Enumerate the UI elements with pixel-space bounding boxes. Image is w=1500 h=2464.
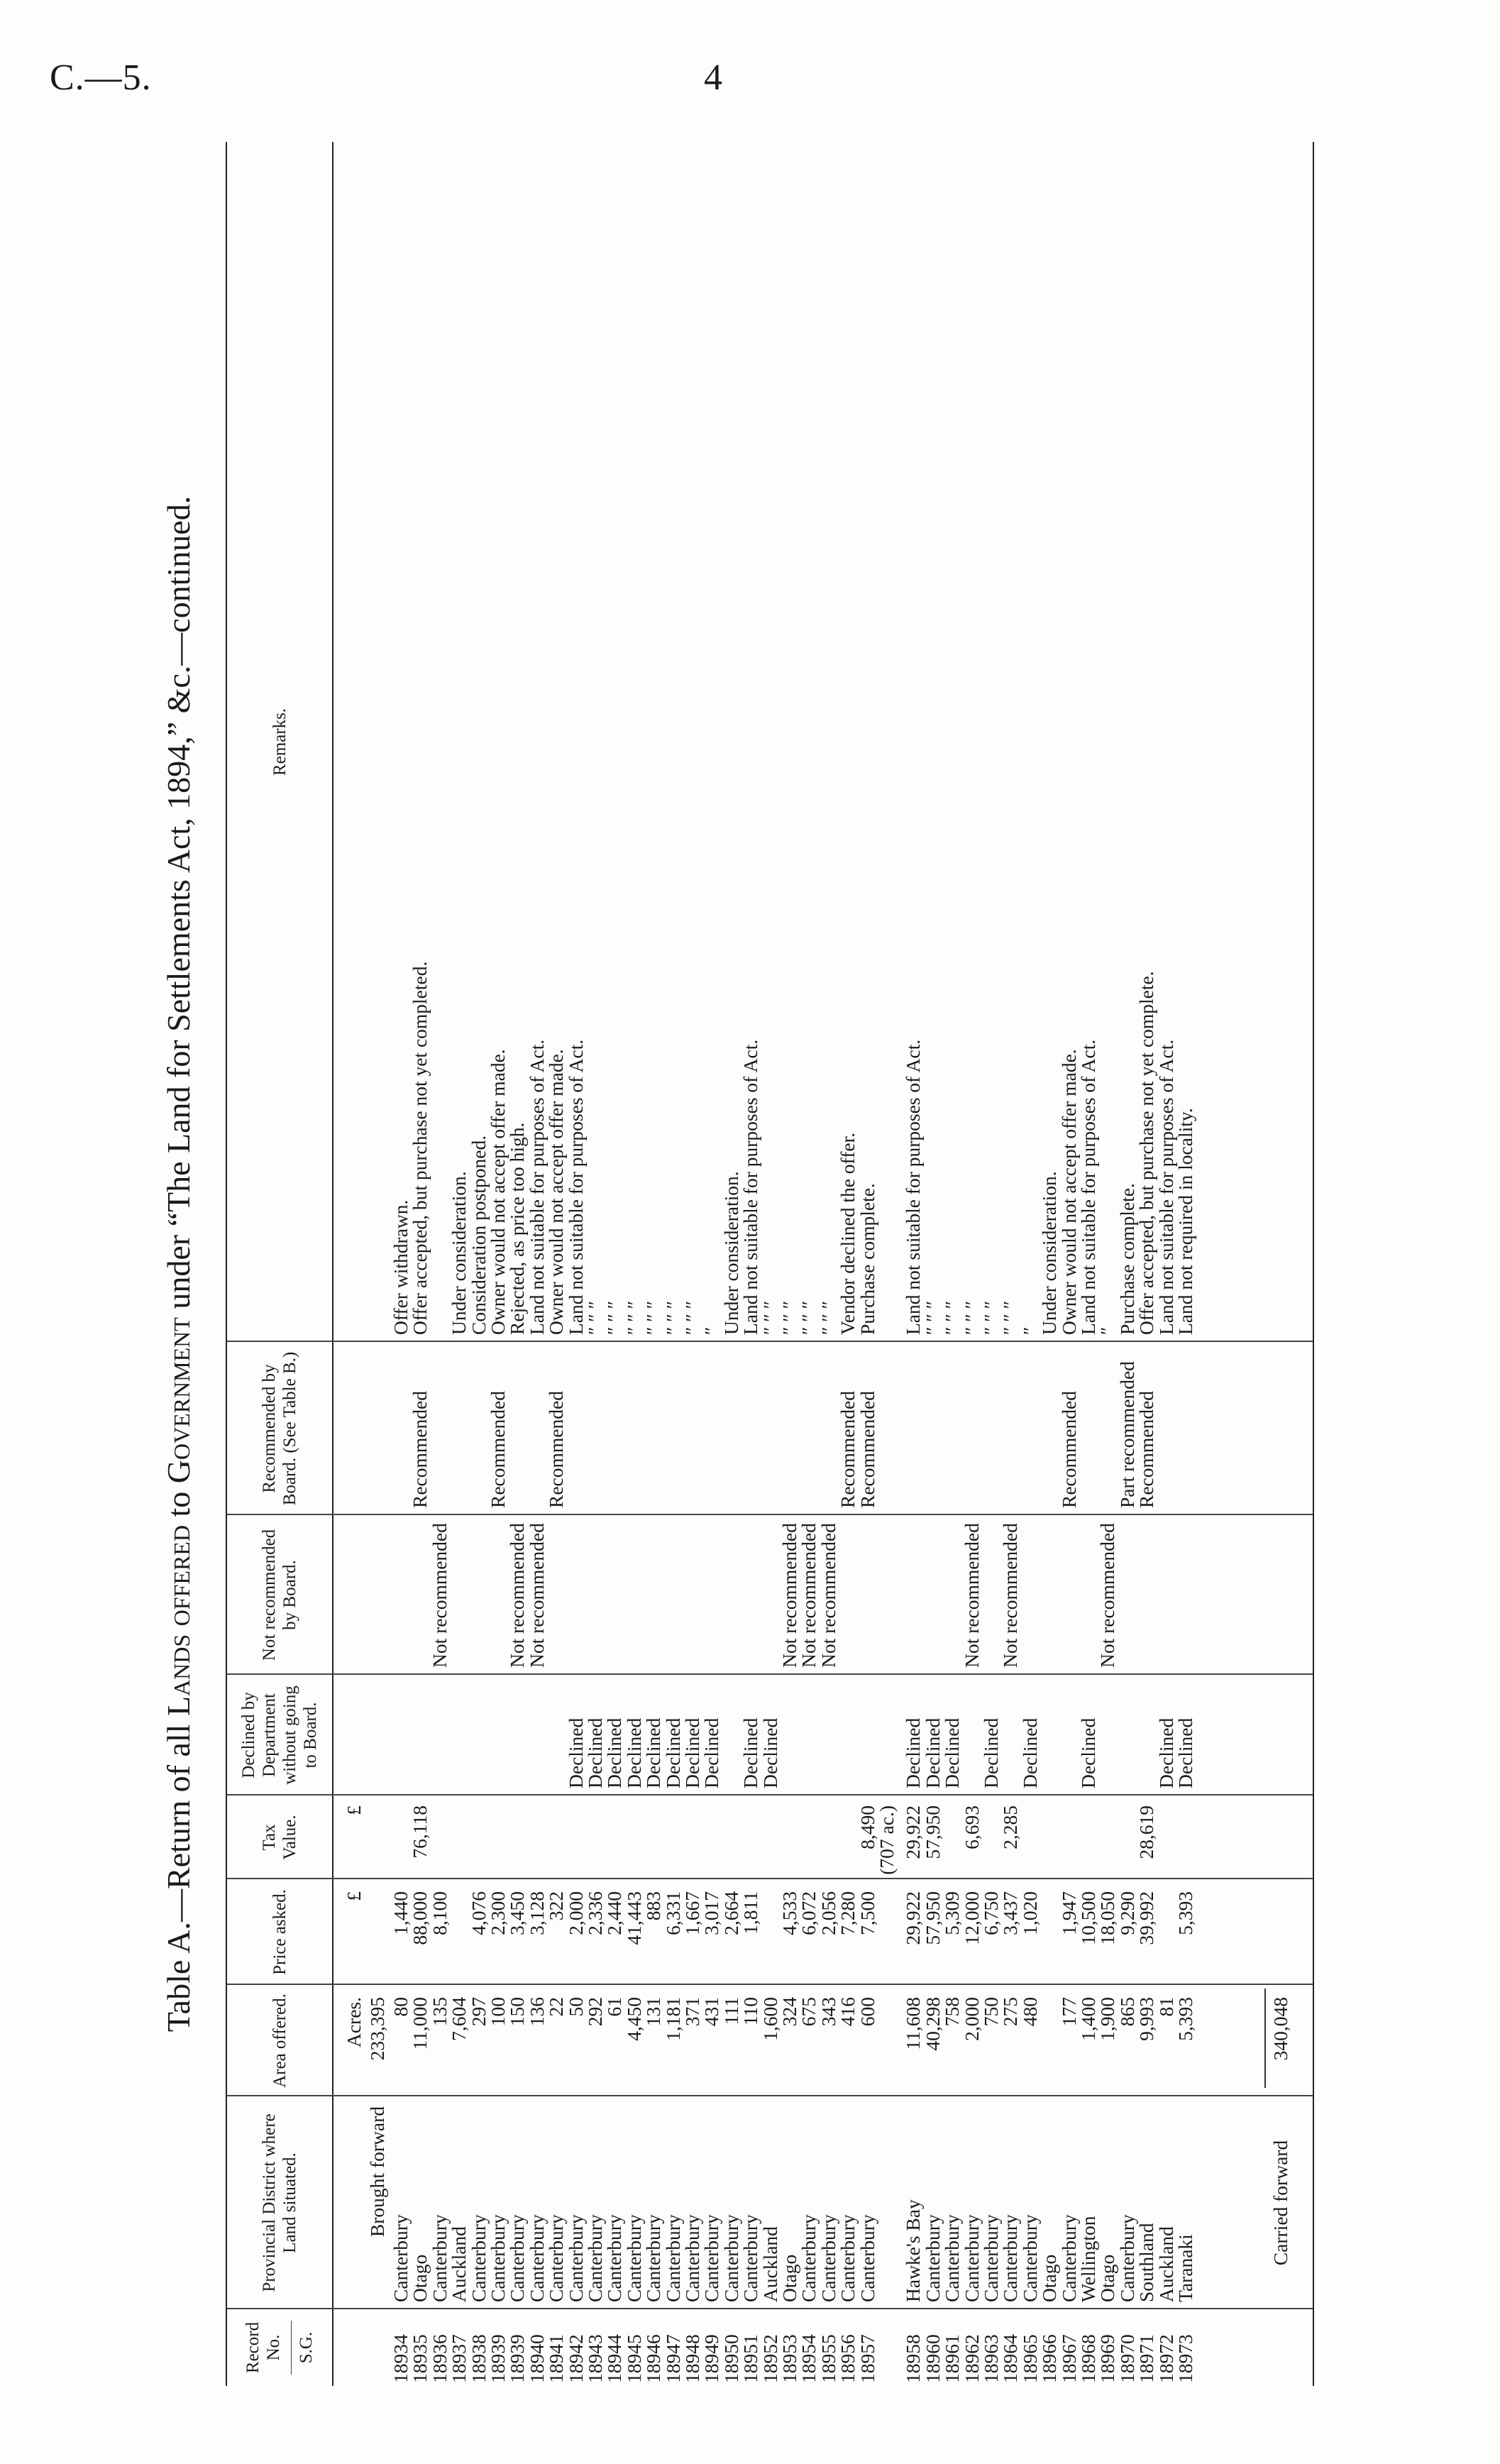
- price-cell: 2,440: [603, 1891, 626, 1935]
- remarks-cell: Land not required in locality.: [1174, 1108, 1196, 1335]
- declined-cell: Declined: [1018, 1717, 1041, 1788]
- price-cell: 1,440: [390, 1891, 412, 1935]
- district-cell: Canterbury: [661, 2214, 684, 2302]
- price-cell: 18,050: [1096, 1891, 1119, 1945]
- district-cell: Canterbury: [584, 2214, 606, 2302]
- land-offers-table: [226, 142, 1314, 2386]
- district-cell: Canterbury: [921, 2214, 944, 2302]
- record-number: 18971: [1135, 2334, 1158, 2383]
- record-number: 18958: [902, 2334, 925, 2383]
- district-cell: Canterbury: [525, 2214, 548, 2302]
- remarks-cell: ″ ″ ″: [759, 1300, 781, 1335]
- area-cell: 324: [778, 1997, 800, 2027]
- rotated-table-block: [149, 142, 1317, 2386]
- price-cell: 5,393: [1174, 1891, 1196, 1935]
- price-cell: 10,500: [1077, 1891, 1099, 1945]
- declined-cell: Declined: [700, 1717, 723, 1788]
- header-remarks: Remarks.: [227, 142, 333, 1342]
- not-recommended-cell: Not recommended: [999, 1523, 1022, 1668]
- record-number: 18937: [448, 2334, 470, 2383]
- price-cell: 29,922: [902, 1891, 925, 1945]
- area-cell: 758: [941, 1997, 964, 2027]
- record-number: 18936: [428, 2334, 451, 2383]
- remarks-cell: ″: [1018, 1326, 1041, 1335]
- price-cell: 6,072: [798, 1891, 820, 1935]
- record-number: 18938: [467, 2334, 490, 2383]
- area-cell: 9,993: [1135, 1997, 1158, 2041]
- declined-cell: Declined: [661, 1717, 684, 1788]
- remarks-cell: Land not suitable for purposes of Act.: [739, 1039, 762, 1335]
- area-cell: 292: [584, 1997, 606, 2027]
- record-number: 18945: [622, 2334, 645, 2383]
- district-cell: Canterbury: [999, 2214, 1022, 2302]
- price-cell: 1,811: [739, 1891, 762, 1935]
- price-cell: 57,950: [921, 1891, 944, 1945]
- record-number: 18960: [921, 2334, 944, 2383]
- district-cell: Auckland: [1154, 2226, 1177, 2302]
- district-cell: Canterbury: [941, 2214, 964, 2302]
- area-cell: 11,000: [409, 1997, 431, 2050]
- district-cell: Canterbury: [1018, 2214, 1041, 2302]
- declined-cell: Declined: [980, 1717, 1002, 1788]
- area-cell: 1,900: [1096, 1997, 1119, 2041]
- tax-value-cell: 8,490: [856, 1805, 878, 1849]
- record-number: 18940: [525, 2334, 548, 2383]
- tax-value-cell: 29,922: [902, 1805, 925, 1859]
- area-cell: 1,400: [1077, 1997, 1099, 2041]
- record-number: 18968: [1077, 2334, 1099, 2383]
- price-cell: 88,000: [409, 1891, 431, 1945]
- record-number: 18965: [1018, 2334, 1041, 2383]
- remarks-cell: Rejected, as price too high.: [506, 1122, 529, 1335]
- remarks-cell: Under consideration.: [719, 1171, 742, 1335]
- remarks-cell: ″ ″ ″: [681, 1300, 703, 1335]
- declined-cell: Declined: [759, 1717, 781, 1788]
- record-number: 18939: [506, 2334, 529, 2383]
- declined-cell: Declined: [921, 1717, 944, 1788]
- price-cell: 2,664: [719, 1891, 742, 1935]
- price-cell: 1,947: [1057, 1891, 1080, 1935]
- price-cell: 8,100: [428, 1891, 451, 1935]
- not-recommended-cell: Not recommended: [798, 1523, 820, 1668]
- price-cell: 2,000: [564, 1891, 587, 1935]
- remarks-cell: ″ ″ ″: [960, 1300, 983, 1335]
- price-cell: 5,309: [941, 1891, 964, 1935]
- remarks-cell: Land not suitable for purposes of Act.: [1154, 1039, 1177, 1335]
- record-number: 18941: [545, 2334, 568, 2383]
- table-row: [875, 142, 898, 2386]
- district-cell: Otago: [778, 2254, 800, 2302]
- district-cell: Canterbury: [603, 2214, 626, 2302]
- district-cell: Otago: [409, 2254, 431, 2302]
- price-cell: 9,290: [1115, 1891, 1138, 1935]
- remarks-cell: Owner would not accept offer made.: [487, 1049, 509, 1335]
- header-district: Provincial District where Land situated.: [227, 2096, 333, 2309]
- area-cell: 7,604: [448, 1997, 470, 2041]
- not-recommended-cell: Not recommended: [960, 1523, 983, 1668]
- remarks-cell: ″ ″ ″: [941, 1300, 964, 1335]
- recommended-cell: Recommended: [1057, 1391, 1080, 1508]
- price-cell: 2,300: [487, 1891, 509, 1935]
- record-number: 18972: [1154, 2334, 1177, 2383]
- area-cell: 131: [642, 1997, 665, 2027]
- record-number: 18955: [817, 2334, 839, 2383]
- area-cell: 1,600: [759, 1997, 781, 2041]
- price-cell: 4,533: [778, 1891, 800, 1935]
- price-cell: 4,076: [467, 1891, 490, 1935]
- recommended-cell: Recommended: [409, 1391, 431, 1508]
- record-number: 18963: [980, 2334, 1002, 2383]
- remarks-cell: Owner would not accept offer made.: [545, 1049, 568, 1335]
- record-number: 18948: [681, 2334, 703, 2383]
- header-recommended: Recommended by Board. (See Table B.): [227, 1342, 333, 1515]
- district-cell: Canterbury: [564, 2214, 587, 2302]
- not-recommended-cell: Not recommended: [428, 1523, 451, 1668]
- table-row: [1174, 142, 1197, 2386]
- recommended-cell: Part recommended: [1115, 1361, 1138, 1508]
- district-cell: Otago: [1096, 2254, 1119, 2302]
- remarks-cell: ″ ″ ″: [999, 1300, 1022, 1335]
- recommended-cell: Recommended: [1135, 1391, 1158, 1508]
- remarks-cell: Land not suitable for purposes of Act.: [525, 1039, 548, 1335]
- record-number: 18954: [798, 2334, 820, 2383]
- declined-cell: Declined: [739, 1717, 762, 1788]
- declined-cell: Declined: [681, 1717, 703, 1788]
- record-number: 18953: [778, 2334, 800, 2383]
- tax-value-cell: 57,950: [921, 1805, 944, 1859]
- area-cell: 297: [467, 1997, 490, 2027]
- remarks-cell: Land not suitable for purposes of Act.: [1077, 1039, 1099, 1335]
- remarks-cell: Under consideration.: [448, 1171, 470, 1335]
- record-number: 18934: [390, 2334, 412, 2383]
- price-cell: 3,128: [525, 1891, 548, 1935]
- declined-cell: Declined: [642, 1717, 665, 1788]
- header-sg: S.G.: [291, 2321, 316, 2375]
- district-cell: Canterbury: [739, 2214, 762, 2302]
- record-number: 18946: [642, 2334, 665, 2383]
- remarks-cell: Land not suitable for purposes of Act.: [902, 1039, 925, 1335]
- remarks-cell: Offer withdrawn.: [390, 1199, 412, 1335]
- district-cell: Canterbury: [390, 2214, 412, 2302]
- price-cell: 2,336: [584, 1891, 606, 1935]
- record-number: 18961: [941, 2334, 964, 2383]
- district-cell: Canterbury: [642, 2214, 665, 2302]
- header-declined: Declined by Department without going to Board.: [227, 1675, 333, 1795]
- price-cell: 39,992: [1135, 1891, 1158, 1945]
- tax-unit-label: £: [343, 1805, 365, 1815]
- declined-cell: Declined: [584, 1717, 606, 1788]
- price-cell: 12,000: [960, 1891, 983, 1945]
- record-number: 18956: [837, 2334, 859, 2383]
- record-number: 18944: [603, 2334, 626, 2383]
- district-cell: Canterbury: [681, 2214, 703, 2302]
- area-cell: 431: [700, 1997, 723, 2027]
- carried-forward-area: 340,048: [1269, 1997, 1291, 2061]
- area-cell: 2,000: [960, 1997, 983, 2041]
- district-cell: Canterbury: [506, 2214, 529, 2302]
- recommended-cell: Recommended: [837, 1391, 859, 1508]
- area-cell: 150: [506, 1997, 529, 2027]
- price-cell: 322: [545, 1891, 568, 1921]
- price-cell: 7,280: [837, 1891, 859, 1935]
- district-cell: Canterbury: [1115, 2214, 1138, 2302]
- remarks-cell: ″ ″ ″: [603, 1300, 626, 1335]
- district-cell: Canterbury: [856, 2214, 878, 2302]
- area-cell: 111: [719, 1997, 742, 2025]
- area-cell: 675: [798, 1997, 820, 2027]
- area-cell: 135: [428, 1997, 451, 2027]
- area-cell: 750: [980, 1997, 1002, 2027]
- area-cell: 40,298: [921, 1997, 944, 2051]
- district-cell: Hawke's Bay: [902, 2199, 925, 2302]
- district-cell: Wellington: [1077, 2216, 1099, 2302]
- remarks-cell: ″ ″ ″: [798, 1300, 820, 1335]
- area-cell: 371: [681, 1997, 703, 2027]
- declined-cell: Declined: [564, 1717, 587, 1788]
- record-number: 18952: [759, 2334, 781, 2383]
- tax-value-cell: 28,619: [1135, 1805, 1158, 1859]
- tax-value-cell: 6,693: [960, 1805, 983, 1849]
- area-unit-label: Acres.: [343, 1997, 365, 2048]
- price-cell: 1,020: [1018, 1891, 1041, 1935]
- district-cell: Canterbury: [817, 2214, 839, 2302]
- header-price: Price asked.: [227, 1879, 333, 1985]
- record-number: 18935: [409, 2334, 431, 2383]
- district-cell: Canterbury: [700, 2214, 723, 2302]
- record-number: 18950: [719, 2334, 742, 2383]
- price-cell: 6,750: [980, 1891, 1002, 1935]
- record-number: 18969: [1096, 2334, 1119, 2383]
- district-cell: Canterbury: [1057, 2214, 1080, 2302]
- district-cell: Canterbury: [545, 2214, 568, 2302]
- record-number: 18964: [999, 2334, 1022, 2383]
- record-number: 18970: [1115, 2334, 1138, 2383]
- district-cell: Taranaki: [1174, 2234, 1196, 2302]
- area-cell: 81: [1154, 1997, 1177, 2017]
- remarks-cell: ″: [700, 1326, 723, 1335]
- declined-cell: Declined: [1154, 1717, 1177, 1788]
- area-cell: 1,181: [661, 1997, 684, 2041]
- header-not-recommended: Not recommended by Board.: [227, 1515, 333, 1675]
- remarks-cell: Consideration postponed.: [467, 1135, 490, 1335]
- area-cell: 11,608: [902, 1997, 925, 2050]
- page-number: 4: [704, 57, 722, 98]
- declined-cell: Declined: [941, 1717, 964, 1788]
- price-cell: 6,331: [661, 1891, 684, 1935]
- price-cell: 3,450: [506, 1891, 529, 1935]
- record-number: 18966: [1038, 2334, 1061, 2383]
- remarks-cell: Purchase complete.: [856, 1183, 878, 1335]
- district-cell: Canterbury: [622, 2214, 645, 2302]
- price-cell: 3,437: [999, 1891, 1022, 1935]
- area-cell: 865: [1115, 1997, 1138, 2027]
- area-cell: 136: [525, 1997, 548, 2027]
- record-number: 18967: [1057, 2334, 1080, 2383]
- area-cell: 343: [817, 1997, 839, 2027]
- area-cell: 177: [1057, 1997, 1080, 2027]
- recommended-cell: Recommended: [856, 1391, 878, 1508]
- district-cell: Otago: [1038, 2254, 1061, 2302]
- area-cell: 100: [487, 1997, 509, 2027]
- district-cell: Canterbury: [980, 2214, 1002, 2302]
- remarks-cell: Under consideration.: [1038, 1171, 1061, 1335]
- not-recommended-cell: Not recommended: [525, 1523, 548, 1668]
- remarks-cell: ″ ″ ″: [778, 1300, 800, 1335]
- district-cell: Canterbury: [960, 2214, 983, 2302]
- record-number: 18951: [739, 2334, 762, 2383]
- district-cell: Canterbury: [487, 2214, 509, 2302]
- remarks-cell: ″ ″ ″: [642, 1300, 665, 1335]
- remarks-cell: Purchase complete.: [1115, 1183, 1138, 1335]
- remarks-cell: ″ ″ ″: [622, 1300, 645, 1335]
- district-cell: Canterbury: [467, 2214, 490, 2302]
- tax-value-cell: (707 ac.): [876, 1805, 898, 1875]
- table-title: Table A.—Return of all Lands offered to Government under “The Land for Settlements Act, 1894,” &c.—continued.: [160, 495, 197, 2033]
- tax-value-cell: 76,118: [409, 1805, 431, 1859]
- not-recommended-cell: Not recommended: [778, 1523, 800, 1668]
- area-cell: 22: [545, 1997, 568, 2017]
- declined-cell: Declined: [603, 1717, 626, 1788]
- area-cell: 50: [564, 1997, 587, 2017]
- recommended-cell: Recommended: [545, 1391, 568, 1508]
- carried-forward-rule: [1264, 1989, 1266, 2088]
- area-cell: 4,450: [622, 1997, 645, 2041]
- price-cell: 883: [642, 1891, 665, 1921]
- area-cell: 5,393: [1174, 1997, 1196, 2041]
- price-cell: 2,056: [817, 1891, 839, 1935]
- remarks-cell: Offer accepted, but purchase not yet completed.: [409, 961, 431, 1335]
- record-number: 18949: [700, 2334, 723, 2383]
- declined-cell: Declined: [622, 1717, 645, 1788]
- tax-value-cell: 2,285: [999, 1805, 1022, 1849]
- recommended-cell: Recommended: [487, 1391, 509, 1508]
- remarks-cell: ″ ″ ″: [980, 1300, 1002, 1335]
- not-recommended-cell: Not recommended: [817, 1523, 839, 1668]
- remarks-cell: Owner would not accept offer made.: [1057, 1049, 1080, 1335]
- remarks-cell: ″ ″ ″: [661, 1300, 684, 1335]
- district-cell: Auckland: [448, 2226, 470, 2302]
- record-number: 18939: [487, 2334, 509, 2383]
- remarks-cell: ″ ″ ″: [921, 1300, 944, 1335]
- price-unit-label: £: [343, 1891, 365, 1901]
- record-number: 18957: [856, 2334, 878, 2383]
- not-recommended-cell: Not recommended: [506, 1523, 529, 1668]
- header-tax: Tax Value.: [227, 1795, 333, 1879]
- declined-cell: Declined: [1174, 1717, 1196, 1788]
- record-number: 18962: [960, 2334, 983, 2383]
- area-cell: 480: [1018, 1997, 1041, 2027]
- brought-forward-label: Brought forward: [366, 2106, 388, 2238]
- remarks-cell: ″ ″ ″: [817, 1300, 839, 1335]
- area-cell: 416: [837, 1997, 859, 2027]
- area-cell: 80: [390, 1997, 412, 2017]
- area-cell: 600: [856, 1997, 878, 2027]
- price-cell: 3,017: [700, 1891, 723, 1935]
- header-record-no: Record No. S.G.: [227, 2309, 333, 2386]
- header-area: Area offered.: [227, 1985, 333, 2096]
- district-cell: Southland: [1135, 2223, 1158, 2302]
- brought-forward-area: 233,395: [366, 1997, 388, 2061]
- district-cell: Auckland: [759, 2226, 781, 2302]
- remarks-cell: ″: [1096, 1326, 1119, 1335]
- declined-cell: Declined: [1077, 1717, 1099, 1788]
- carried-forward-label: Carried forward: [1269, 2140, 1291, 2266]
- price-cell: 41,443: [622, 1891, 645, 1945]
- record-number: 18973: [1174, 2334, 1196, 2383]
- district-cell: Canterbury: [719, 2214, 742, 2302]
- area-cell: 61: [603, 1997, 626, 2017]
- remarks-cell: Vendor declined the offer.: [837, 1132, 859, 1335]
- district-cell: Canterbury: [428, 2214, 451, 2302]
- remarks-cell: Land not suitable for purposes of Act.: [564, 1039, 587, 1335]
- price-cell: 1,667: [681, 1891, 703, 1935]
- record-number: 18942: [564, 2334, 587, 2383]
- district-cell: Canterbury: [798, 2214, 820, 2302]
- not-recommended-cell: Not recommended: [1096, 1523, 1119, 1668]
- area-cell: 110: [739, 1997, 762, 2026]
- record-number: 18943: [584, 2334, 606, 2383]
- district-cell: Canterbury: [837, 2214, 859, 2302]
- remarks-cell: ″ ″ ″: [584, 1300, 606, 1335]
- area-cell: 275: [999, 1997, 1022, 2027]
- remarks-cell: Offer accepted, but purchase not yet complete.: [1135, 971, 1158, 1335]
- price-cell: 7,500: [856, 1891, 878, 1935]
- document-code: C.—5.: [50, 57, 152, 98]
- record-number: 18947: [661, 2334, 684, 2383]
- declined-cell: Declined: [902, 1717, 925, 1788]
